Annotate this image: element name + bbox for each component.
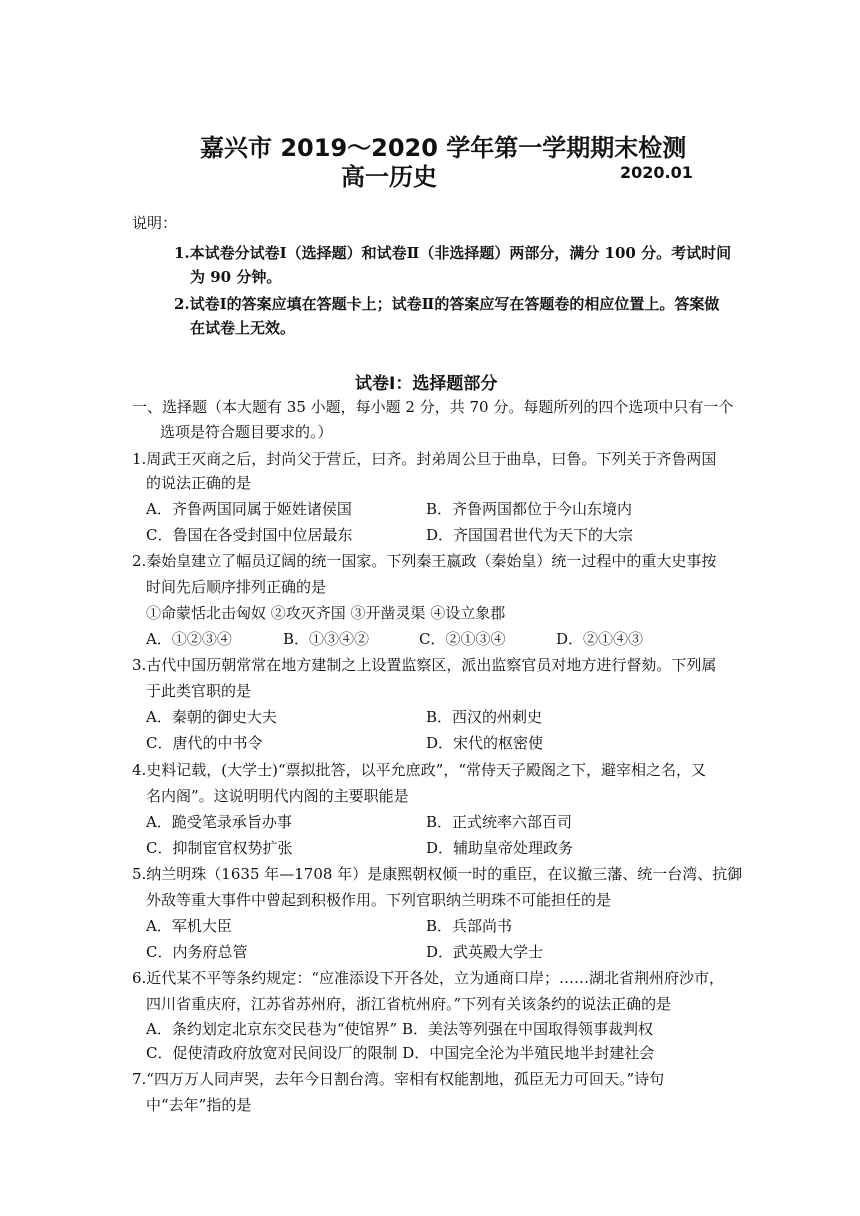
question-2-option-d: D．②①④③: [556, 630, 644, 648]
note-2-line-2: 在试卷上无效。: [190, 319, 296, 337]
question-3-line-2: 于此类官职的是: [146, 682, 252, 700]
section-title: 试卷Ⅰ：选择题部分: [355, 374, 498, 394]
question-1-option-c: C．鲁国在各受封国中位居最东: [146, 526, 353, 544]
question-2-line-1: 2.秦始皇建立了幅员辽阔的统一国家。下列秦王嬴政（秦始皇）统一过程中的重大史事按: [132, 552, 717, 570]
instructions-line-2: 选项是符合题目要求的。）: [160, 423, 333, 441]
question-5-option-c: C．内务府总管: [146, 943, 248, 961]
question-6-line-1: 6.近代某不平等条约规定：“应准添设下开各处，立为通商口岸；……湖北省荆州府沙市，: [132, 969, 724, 987]
question-2-option-c: C．②①③④: [419, 630, 506, 648]
note-1-line-2: 为 90 分钟。: [190, 268, 282, 286]
question-3-line-1: 3.古代中国历朝常常在地方建制之上设置监察区，派出监察官员对地方进行督劾。下列属: [132, 656, 717, 674]
notes-label: 说明：: [132, 214, 178, 232]
question-4-line-2: 名内阁”。这说明明代内阁的主要职能是: [146, 787, 409, 805]
question-1-option-d: D．齐国国君世代为天下的大宗: [426, 526, 634, 544]
question-3-option-d: D．宋代的枢密使: [426, 734, 544, 752]
question-3-option-a: A．秦朝的御史大夫: [146, 708, 277, 726]
question-5-option-d: D．武英殿大学士: [426, 943, 544, 961]
question-5-option-a: A．军机大臣: [146, 917, 232, 935]
instructions-line-1: 一、选择题（本大题有 35 小题，每小题 2 分，共 70 分。每题所列的四个选项中只有一个: [132, 398, 734, 416]
question-1-option-b: B．齐鲁两国都位于今山东境内: [426, 500, 633, 518]
question-6-options-ab: A．条约划定北京东交民巷为“使馆界” B．美法等列强在中国取得领事裁判权: [146, 1020, 653, 1038]
question-1-option-a: A．齐鲁两国同属于姬姓诸侯国: [146, 500, 352, 518]
question-7-line-1: 7.“四万万人同声哭，去年今日割台湾。宰相有权能割地，孤臣无力可回天。”诗句: [132, 1070, 665, 1088]
question-2-line-3: ①命蒙恬北击匈奴 ②攻灭齐国 ③开凿灵渠 ④设立象郡: [146, 604, 506, 622]
question-3-option-b: B．西汉的州刺史: [426, 708, 543, 726]
question-4-option-a: A．跪受笔录承旨办事: [146, 813, 292, 831]
question-6-options-cd: C．促使清政府放宽对民间设厂的限制 D．中国完全沦为半殖民地半封建社会: [146, 1044, 655, 1062]
question-6-line-2: 四川省重庆府，江苏省苏州府，浙江省杭州府。”下列有关该条约的说法正确的是: [146, 995, 672, 1013]
question-4-option-c: C．抑制宦官权势扩张: [146, 839, 293, 857]
question-5-line-2: 外敌等重大事件中曾起到积极作用。下列官职纳兰明珠不可能担任的是: [146, 891, 612, 909]
question-7-line-2: 中“去年”指的是: [146, 1096, 252, 1114]
exam-subject: 高一历史: [341, 163, 437, 191]
note-2-line-1: 2.试卷Ⅰ的答案应填在答题卡上；试卷Ⅱ的答案应写在答题卷的相应位置上。答案做: [174, 295, 720, 313]
exam-date: 2020.01: [620, 163, 693, 182]
question-5-option-b: B．兵部尚书: [426, 917, 513, 935]
question-1-line-2: 的说法正确的是: [146, 474, 252, 492]
question-4-option-b: B．正式统率六部百司: [426, 813, 573, 831]
question-5-line-1: 5.纳兰明珠（1635 年—1708 年）是康熙朝权倾一时的重臣，在议撤三藩、统一台湾、抗御: [132, 865, 743, 883]
note-1-line-1: 1.本试卷分试卷Ⅰ（选择题）和试卷Ⅱ（非选择题）两部分，满分 100 分。考试时间: [174, 244, 732, 262]
question-4-line-1: 4.史料记载，(大学士)“票拟批答，以平允庶政”，“常侍天子殿阁之下，避宰相之名，又: [132, 761, 707, 779]
question-1-line-1: 1.周武王灭商之后，封尚父于营丘，曰齐。封弟周公旦于曲阜，曰鲁。下列关于齐鲁两国: [132, 450, 717, 468]
exam-title: 嘉兴市 2019～2020 学年第一学期期末检测: [200, 134, 687, 162]
question-3-option-c: C．唐代的中书令: [146, 734, 263, 752]
question-4-option-d: D．辅助皇帝处理政务: [426, 839, 574, 857]
question-2-option-b: B．①③④②: [283, 630, 370, 648]
question-2-line-2: 时间先后顺序排列正确的是: [146, 578, 327, 596]
question-2-option-a: A．①②③④: [146, 630, 232, 648]
